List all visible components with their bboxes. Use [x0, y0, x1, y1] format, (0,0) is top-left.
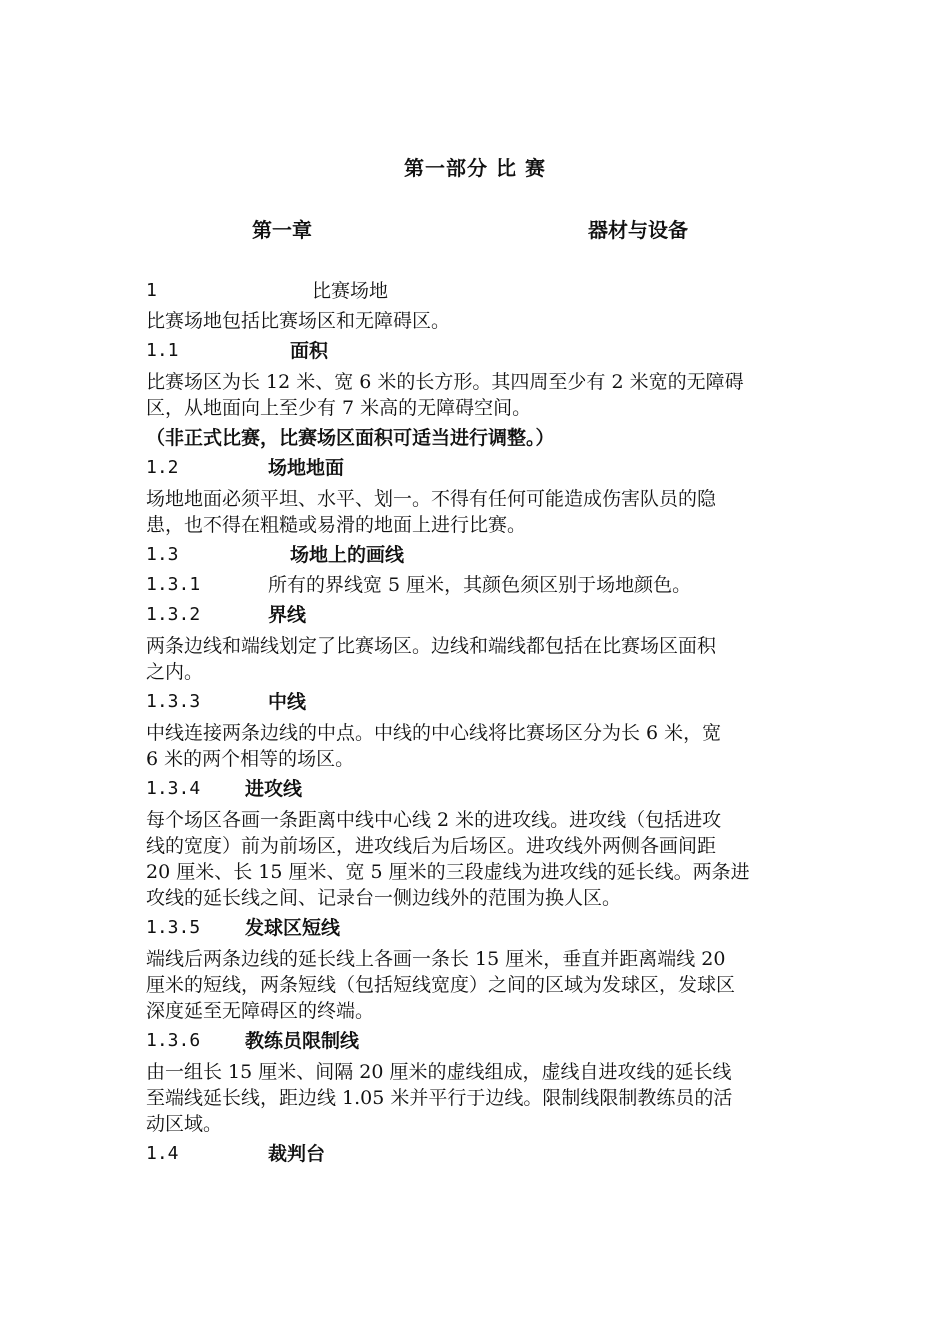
section-1-3-2-heading [146, 600, 810, 630]
section-title: 裁判台 [268, 1143, 326, 1165]
section-title: 进攻线 [245, 778, 303, 800]
section-1-3-3-heading [146, 687, 810, 717]
paragraph-line: 20 厘米、长 15 厘米、宽 5 厘米的三段虚线为进攻线的延长线。两条进 [146, 861, 750, 883]
section-number: 1.3.3 [146, 691, 201, 712]
section-1-3-heading [146, 540, 810, 570]
section-number: 1.3.2 [146, 604, 201, 625]
document-body [146, 276, 810, 1169]
section-title: 发球区短线 [245, 917, 341, 939]
section-title: 比赛场地 [312, 280, 389, 302]
paragraph-line: 区，从地面向上至少有 7 米高的无障碍空间。 [146, 397, 532, 419]
paragraph-line: 端线后两条边线的延长线上各画一条长 15 厘米，垂直并距离端线 20 [146, 948, 726, 970]
section-title: 中线 [268, 691, 307, 713]
paragraph-line: 至端线延长线，距边线 1.05 米并平行于边线。限制线限制教练员的活 [146, 1087, 733, 1109]
section-1-3-4-body [146, 804, 810, 913]
paragraph-line: 深度延至无障碍区的终端。 [146, 1000, 375, 1022]
section-1-4-heading [146, 1139, 810, 1169]
part-title: 第一部分 比 赛 [404, 156, 546, 180]
section-title: 面积 [290, 340, 329, 362]
section-number: 1.3.6 [146, 1030, 201, 1051]
paragraph-line: 场地地面必须平坦、水平、划一。不得有任何可能造成伤害队员的隐 [146, 488, 717, 510]
section-title: 界线 [268, 604, 307, 626]
section-title: 场地地面 [268, 457, 345, 479]
section-number: 1.4 [146, 1143, 179, 1164]
paragraph-line: 厘米的短线，两条短线（包括短线宽度）之间的区域为发球区，发球区 [146, 974, 736, 996]
section-1-2-body [146, 483, 810, 540]
section-title: 所有的界线宽 5 厘米，其颜色须区别于场地颜色。 [268, 574, 692, 596]
section-number: 1.3.1 [146, 574, 201, 595]
section-title: 场地上的画线 [290, 544, 405, 566]
paragraph-line: 6 米的两个相等的场区。 [146, 748, 355, 770]
section-1-1-body [146, 366, 810, 423]
section-1-3-6-heading [146, 1026, 810, 1056]
chapter-name: 器材与设备 [588, 218, 688, 242]
paragraph-line: 动区域。 [146, 1113, 223, 1135]
section-1-3-6-body [146, 1056, 810, 1139]
section-1-3-5-heading [146, 913, 810, 943]
section-1-2-heading [146, 453, 810, 483]
paragraph-line: 两条边线和端线划定了比赛场区。边线和端线都包括在比赛场区面积 [146, 635, 717, 657]
section-1-1-heading [146, 336, 810, 366]
section-1-3-3-body [146, 717, 810, 774]
chapter-number: 第一章 [252, 218, 312, 242]
section-number: 1.3.5 [146, 917, 201, 938]
paragraph-line: 之内。 [146, 661, 204, 683]
section-number: 1.3.4 [146, 778, 201, 799]
section-1-3-1-heading [146, 570, 810, 600]
paragraph-line: 每个场区各画一条距离中线中心线 2 米的进攻线。进攻线（包括进攻 [146, 809, 722, 831]
section-number: 1.1 [146, 340, 179, 361]
section-number: 1.3 [146, 544, 179, 565]
section-number: 1 [146, 280, 157, 301]
paragraph-line: 由一组长 15 厘米、间隔 20 厘米的虚线组成，虚线自进攻线的延长线 [146, 1061, 732, 1083]
section-1-body: 比赛场地包括比赛场区和无障碍区。 [146, 310, 451, 332]
paragraph-line: 线的宽度）前为前场区，进攻线后为后场区。进攻线外两侧各画间距 [146, 835, 717, 857]
paragraph-line: 比赛场区为长 12 米、宽 6 米的长方形。其四周至少有 2 米宽的无障碍 [146, 371, 744, 393]
section-1-3-4-heading [146, 774, 810, 804]
section-title: 教练员限制线 [245, 1030, 360, 1052]
section-1-3-5-body [146, 943, 810, 1026]
section-1-1-note: （非正式比赛，比赛场区面积可适当进行调整。） [146, 427, 555, 449]
paragraph-line: 中线连接两条边线的中点。中线的中心线将比赛场区分为长 6 米，宽 [146, 722, 722, 744]
paragraph-line: 患，也不得在粗糙或易滑的地面上进行比赛。 [146, 514, 527, 536]
section-1-3-2-body [146, 630, 810, 687]
paragraph-line: 攻线的延长线之间、记录台一侧边线外的范围为换人区。 [146, 887, 622, 909]
section-number: 1.2 [146, 457, 179, 478]
section-1-heading [146, 276, 810, 306]
